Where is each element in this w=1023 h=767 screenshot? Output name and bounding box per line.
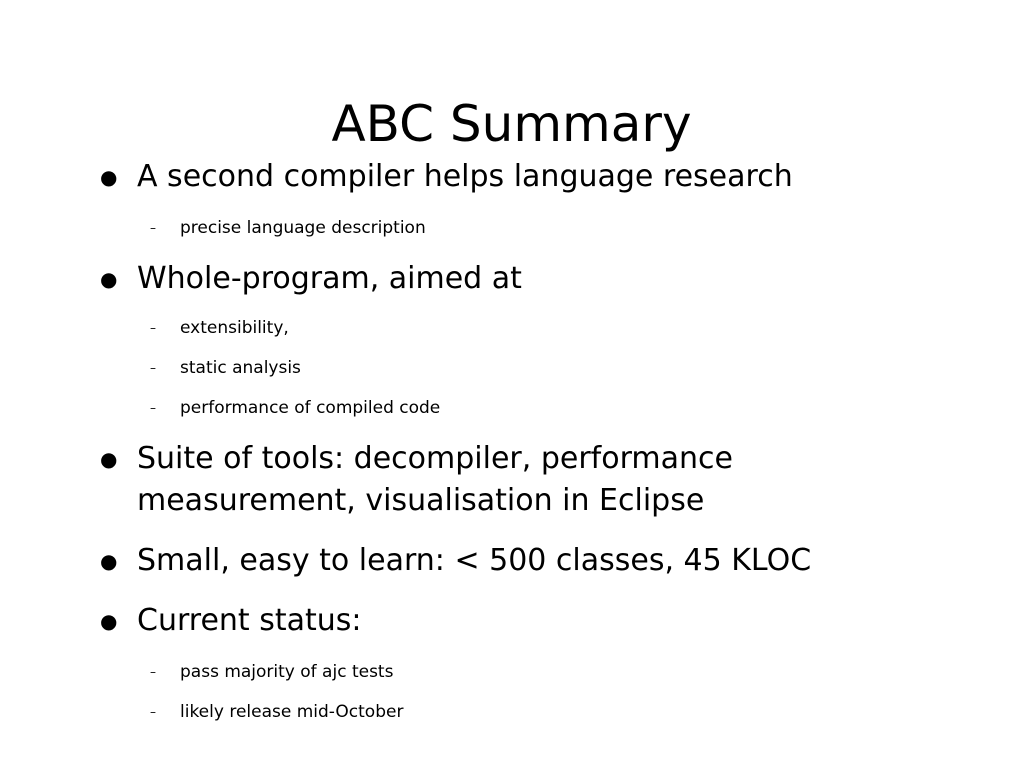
slide-title: ABC Summary [331,95,692,153]
bullet-dot-icon: ● [100,609,118,633]
bullet-text: Current status: [137,603,362,638]
sub-item-text: likely release mid-October [180,702,404,722]
sub-item-text: extensibility, [180,318,289,338]
sub-item-text: precise language description [180,218,426,238]
bullet-text: Small, easy to learn: < 500 classes, 45 KLOC [137,543,812,578]
sub-item-text: performance of compiled code [180,398,441,418]
dash-icon: – [150,401,156,415]
bullet-text: A second compiler helps language research [137,159,793,194]
bullet-dot-icon: ● [100,447,118,471]
dash-icon: – [150,361,156,375]
sub-item-text: static analysis [180,358,301,378]
dash-icon: – [150,665,156,679]
dash-icon: – [150,705,156,719]
sub-item-text: pass majority of ajc tests [180,662,394,682]
bullet-dot-icon: ● [100,165,118,189]
bullet-text-line-1: Suite of tools: decompiler, performance [137,441,733,476]
dash-icon: – [150,321,156,335]
bullet-text-line-2: measurement, visualisation in Eclipse [137,483,705,518]
dash-icon: – [150,221,156,235]
bullet-text: Whole-program, aimed at [137,261,522,296]
bullet-dot-icon: ● [100,267,118,291]
bullet-dot-icon: ● [100,549,118,573]
